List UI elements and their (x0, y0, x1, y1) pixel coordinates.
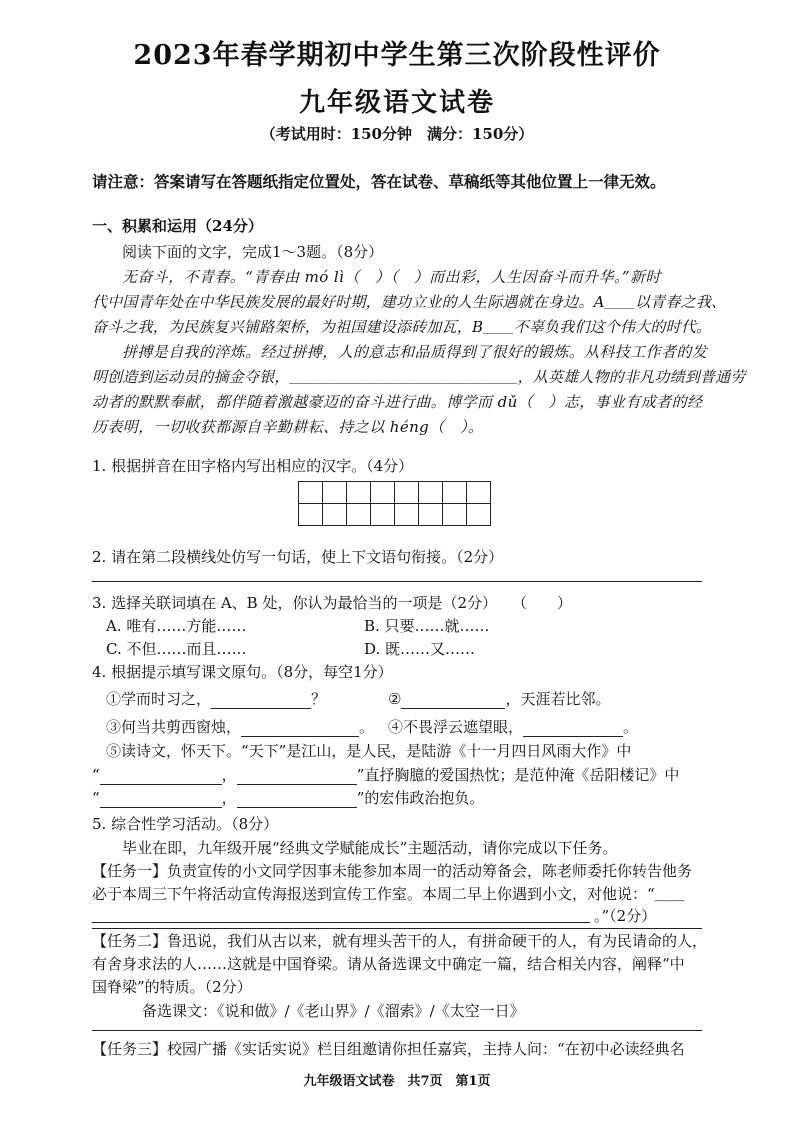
tianzige-grid[interactable] (298, 481, 698, 531)
q4-item-5: ⑤读诗文，怀天下。“天下”是江山，是人民，是陆游《十一月四日风雨大作》中 (106, 742, 632, 760)
q4-item-text: ”直抒胸臆的爱国热忱；是范仲淹《岳阳楼记》中 (356, 766, 680, 784)
q4-item-text: ， (221, 789, 237, 807)
fill-blank[interactable] (100, 768, 222, 785)
passage-line: 动者的默默奉献，都伴随着激越豪迈的奋斗进行曲。博学而 dǔ（ ）志，事业有成者的经 (92, 393, 703, 411)
answer-line[interactable] (92, 581, 702, 582)
q4-item-text: ？ (311, 690, 327, 708)
divider (92, 928, 702, 929)
fill-blank[interactable] (237, 768, 357, 785)
q4-item-text: ， (221, 766, 237, 784)
q4-item-text: 。 (359, 718, 375, 736)
task2-options: 备选课文：《说和做》/《老山界》/《溜索》/《太空一日》 (142, 1002, 525, 1020)
fill-blank[interactable] (523, 720, 623, 737)
passage-line: 奋斗之我，为民族复兴铺路架桥，为祖国建设添砖加瓦，B＿＿不辜负我们这个伟大的时代。 (92, 318, 712, 336)
page-footer: 九年级语文试卷 共7页 第1页 (303, 1074, 491, 1089)
task1-line: 必于本周三下午将活动宣传海报送到宣传工作室。本周二早上你遇到小文，对他说：“＿＿ (92, 885, 685, 903)
exam-info: （考试用时：150分钟 满分：150分） (260, 125, 534, 143)
question-1: 1. 根据拼音在田字格内写出相应的汉字。（4分） (92, 457, 414, 475)
q4-item-text: ，天涯若比邻。 (505, 690, 611, 708)
passage-line: 代中国青年处在中华民族发展的最好时期，建功立业的人生际遇就在身边。A＿＿以青春之我、 (92, 293, 727, 311)
option-a: A. 唯有……方能…… (106, 617, 247, 635)
q4-item-text: ④不畏浮云遮望眼， (388, 718, 524, 736)
q4-item-4 (388, 716, 638, 737)
task3-line: 【任务三】校园广播《实话实说》栏目组邀请你担任嘉宾，主持人问：“在初中必读经典名 (92, 1040, 685, 1058)
fill-blank[interactable] (241, 720, 359, 737)
q4-item-text: ③何当共剪西窗烛， (106, 718, 242, 736)
question-4: 4. 根据提示填写课文原句。（8分，每空1分） (92, 663, 393, 681)
q4-item-5-line3 (92, 787, 484, 808)
passage-line: 无奋斗，不青春。“青春由 mó lì（ ）（ ）而出彩，人生因奋斗而升华。”新时 (122, 268, 661, 286)
answer-line[interactable] (92, 1030, 702, 1031)
task2-line: 【任务二】鲁迅说，我们从古以来，就有埋头苦干的人，有拼命硬干的人，有为民请命的人， (92, 932, 708, 950)
option-c: C. 不但……而且…… (106, 640, 247, 658)
section-intro: 阅读下面的文字，完成1～3题。（8分） (122, 243, 384, 261)
q4-item-2 (388, 688, 610, 709)
question-5: 5. 综合性学习活动。（8分） (92, 815, 279, 833)
notice: 请注意：答案请写在答题纸指定位置处，答在试卷、草稿纸等其他位置上一律无效。 (92, 172, 666, 191)
passage-line: 历表明，一切收获都源自辛勤耕耘、持之以 héng（ ）。 (92, 418, 484, 436)
fill-blank[interactable] (211, 692, 311, 709)
fill-blank[interactable] (100, 791, 222, 808)
exam-subtitle: 九年级语文试卷 (298, 88, 495, 118)
section-heading: 一、积累和运用（24分） (92, 217, 263, 235)
q4-item-text: 。 (623, 718, 639, 736)
q4-item-text: ”的宏伟政治抱负。 (356, 789, 485, 807)
passage-line: 明创造到运动员的摘金夺银，＿＿＿＿＿＿＿＿＿＿＿＿＿＿＿，从英雄人物的非凡功绩到普通劳 (92, 368, 746, 386)
option-d: D. 既……又…… (364, 640, 476, 658)
q5-intro: 毕业在即，九年级开展“经典文学赋能成长”主题活动，请你完成以下任务。 (122, 839, 618, 857)
option-b: B. 只要……就…… (364, 617, 490, 635)
task1-line: 。”（2分） (594, 907, 657, 925)
q4-item-1 (106, 688, 326, 709)
task1-line: 【任务一】负责宣传的小文同学因事未能参加本周一的活动筹备会，陈老师委托你转告他务 (92, 862, 693, 880)
q4-item-5-line2 (92, 764, 679, 785)
q4-item-text: “ (92, 789, 100, 807)
q4-item-text: ①学而时习之， (106, 690, 212, 708)
fill-blank[interactable] (401, 692, 505, 709)
question-3: 3. 选择关联词填在 A、B 处，你认为最恰当的一项是（2分） （ ） (92, 594, 573, 612)
question-2: 2. 请在第二段横线处仿写一句话，使上下文语句衔接。（2分） (92, 548, 504, 566)
passage-line: 拼搏是自我的淬炼。经过拼搏，人的意志和品质得到了很好的锻炼。从科技工作者的发 (122, 343, 708, 361)
task2-line: 有舍身求法的人……这就是中国脊梁。请从备选课文中确定一篇，结合相关内容，阐释“中 (92, 955, 685, 973)
q4-item-text: ② (388, 690, 402, 708)
q4-item-text: “ (92, 766, 100, 784)
task2-line: 国脊梁”的特质。（2分） (92, 978, 252, 996)
fill-blank[interactable] (237, 791, 357, 808)
answer-line[interactable] (92, 922, 590, 923)
exam-title: 2023年春学期初中学生第三次阶段性评价 (133, 40, 661, 71)
q4-item-3 (106, 716, 374, 737)
